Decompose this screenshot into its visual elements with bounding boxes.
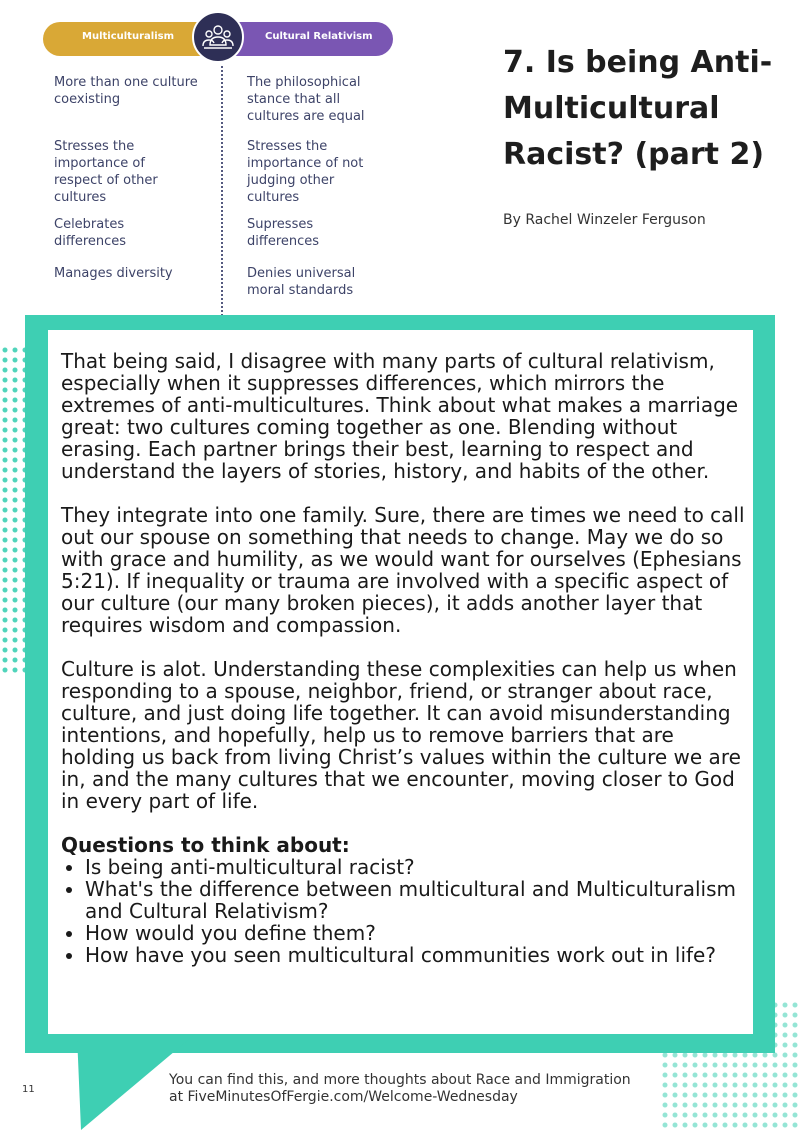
question-item: • How would you define them? [85, 922, 745, 944]
article-body [61, 350, 745, 966]
comparison-divider [221, 66, 223, 316]
multiculturalism-point-1: More than one culture coexisting [54, 75, 198, 107]
footer-note [169, 1072, 631, 1106]
relativism-point-2: Stresses the importance of not judging other cultures [247, 139, 364, 205]
paragraph-1: That being said, I disagree with many parts of cultural relativism, especially when it suppresses differences, which mirrors the extremes of anti-multicultures. Think about what makes a marriage great: two cultures coming together as one. Blending without erasing. Each partner brings their best, learning to respect and understand the layers of stories, history, and habits of the other. [61, 349, 739, 483]
relativism-point-3: Supresses differences [247, 217, 320, 249]
question-item: • What's the difference between multicultural and Multiculturalism and Cultural Relativism? [85, 878, 745, 922]
footer-link[interactable]: at FiveMinutesOfFergie.com/Welcome-Wednesday [169, 1089, 518, 1105]
paragraph-3: Culture is alot. Understanding these complexities can help us when responding to a spouse, neighbor, friend, or stranger about race, culture, and just doing life together. It can avoid misunderstanding intentions, and hopefully, help us to remove barriers that are holding us back from living Christ’s values within the culture we are in, and the many cultures that we encounter, moving closer to God in every part of life. [61, 657, 741, 813]
relativism-point-1: The philosophical stance that all cultures are equal [247, 75, 365, 124]
page-number: 11 [22, 1084, 35, 1095]
dot-pattern-left [0, 345, 28, 675]
footer-line-1: You can find this, and more thoughts about Race and Immigration [169, 1072, 631, 1088]
question-item: • Is being anti-multicultural racist? [85, 856, 745, 878]
paragraph-2: They integrate into one family. Sure, there are times we need to call out our spouse on something that needs to change. May we do so with grace and humility, as we would want for ourselves (Ephesians 5:21). If inequality or trauma are involved with a specific aspect of our culture (our many broken pieces), it adds another layer that requires wisdom and compassion. [61, 503, 745, 637]
multiculturalism-point-4: Manages diversity [54, 266, 173, 281]
multiculturalism-point-2: Stresses the importance of respect of other cultures [54, 139, 158, 205]
multiculturalism-label: Multiculturalism [82, 31, 174, 42]
people-group-icon [192, 11, 244, 63]
questions-list [61, 856, 745, 966]
cultural-relativism-label: Cultural Relativism [265, 31, 373, 42]
page-title: 7. Is being Anti-Multicultural Racist? (part 2) [503, 45, 773, 172]
multiculturalism-point-3: Celebrates differences [54, 217, 127, 249]
author-byline: By Rachel Winzeler Ferguson [503, 212, 706, 228]
question-item: • How have you seen multicultural communities work out in life? [85, 944, 745, 966]
questions-heading: Questions to think about: [61, 833, 350, 857]
relativism-point-4: Denies universal moral standards [247, 266, 356, 298]
